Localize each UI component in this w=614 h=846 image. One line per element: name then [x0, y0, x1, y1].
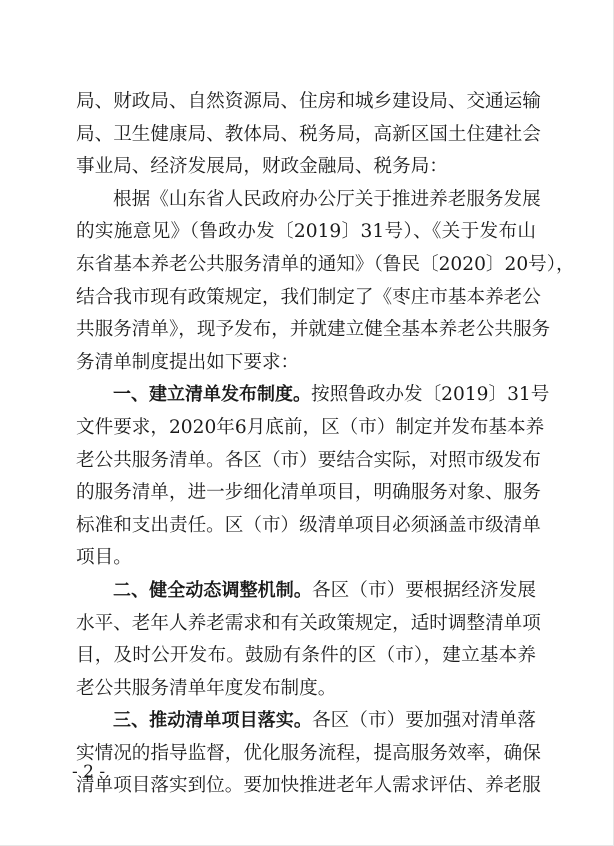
text-line: 实情况的指导监督，优化服务流程，提高服务效率，确保 — [76, 742, 541, 764]
text-line: 共服务清单》，现予发布，并就建立健全基本养老公共服务 — [76, 319, 551, 341]
section-heading-3: 三、推动清单项目落实。 — [113, 710, 312, 732]
text-line: 事业局、经济发展局，财政金融局、税务局： — [76, 156, 448, 178]
text-line: 根据《山东省人民政府办公厅关于推进养老服务发展 — [113, 188, 541, 210]
text-line — [76, 575, 536, 608]
page-number: - 2 - — [72, 762, 106, 782]
section-text-1: 按照鲁政办发〔2019〕31号 — [311, 384, 550, 406]
text-line — [76, 379, 550, 412]
text-line — [76, 705, 536, 738]
text-line: 老公共服务清单。各区（市）要结合实际，对照市级发布 — [76, 449, 541, 471]
section-heading-1: 一、建立清单发布制度。 — [113, 384, 311, 406]
text-line: 局、财政局、自然资源局、住房和城乡建设局、交通运输 — [76, 91, 541, 112]
section-heading-2: 二、健全动态调整机制。 — [113, 579, 312, 601]
text-line: 结合我市现有政策规定，我们制定了《枣庄市基本养老公 — [76, 286, 541, 308]
text-line: 局、卫生健康局、教体局、税务局，高新区国土住建社会 — [76, 123, 541, 145]
text-line: 务清单制度提出如下要求： — [76, 351, 300, 373]
text-line: 项目。 — [76, 547, 132, 569]
text-line: 老公共服务清单年度发布制度。 — [76, 677, 337, 699]
text-line: 的服务清单，进一步细化清单项目，明确服务对象、服务 — [76, 482, 541, 504]
text-line: 的实施意见》（鲁政办发〔2019〕31号）、《关于发布山 — [76, 221, 536, 243]
section-text-2: 各区（市）要根据经济发展 — [311, 579, 536, 601]
section-text-3: 各区（市）要加强对清单落 — [311, 710, 536, 732]
text-line: 标准和支出责任。区（市）级清单项目必须涵盖市级清单 — [76, 514, 541, 536]
text-line: 水平、老年人养老需求和有关政策规定，适时调整清单项 — [76, 612, 541, 634]
text-line: 文件要求，2020年6月底前，区（市）制定并发布基本养 — [76, 416, 545, 438]
text-line: 清单项目落实到位。要加快推进老年人需求评估、养老服 — [76, 775, 541, 797]
text-line: 东省基本养老公共服务清单的通知》（鲁民〔2020〕20号）， — [76, 253, 575, 275]
text-line: 目，及时公开发布。鼓励有条件的区（市），建立基本养 — [76, 645, 536, 667]
document-body — [76, 86, 575, 803]
